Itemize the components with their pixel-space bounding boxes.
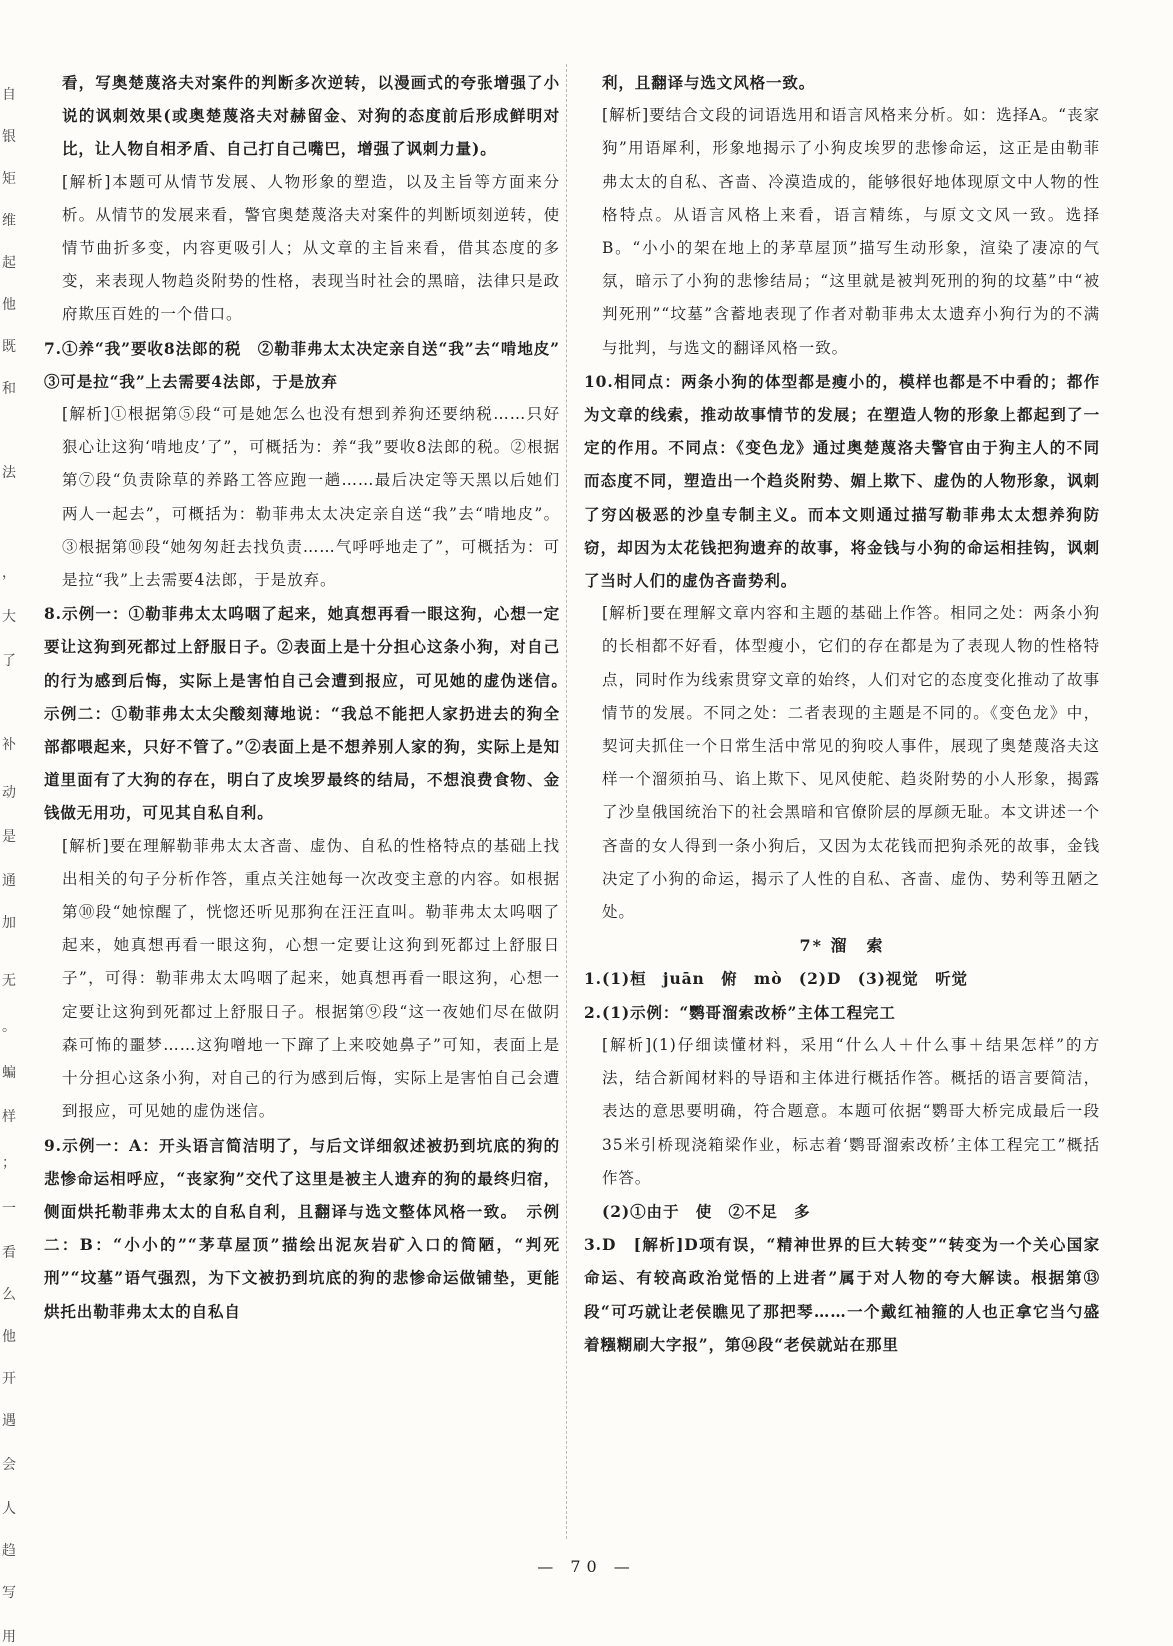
margin-fragment: 大 [2,609,16,625]
answer-paragraph: 3.D [解析]D项有误，“精神世界的巨大转变”“转变为一个关心国家命运、有较高政治觉悟的上进者”属于对人物的夸大解读。根据第⑬段“可巧就让老侯瞧见了那把琴……一个戴红袖箍的人也正拿它当勺盛着糨糊刷大字报”，第⑭段“老侯就站在那里 [584,1235,1100,1354]
answer-paragraph: [解析]要结合文段的词语选用和语言风格来分析。如：选择A。“丧家狗”用语犀利，形象地揭示了小狗皮埃罗的悲惨命运，这正是由勒菲弗太太的自私、吝啬、冷漠造成的，能够很好地体现原文中人物的性格特点。从语言风格上来看，语言精练，与原文文风一致。选择B。“小小的架在地上的茅草屋顶”描写生动形象，渲染了凄凉的气氛，暗示了小狗的悲惨结局；“这里就是被判死刑的狗的坟墓”中“被判死刑”“坟墓”含蓄地表现了作者对勒菲弗太太遗弃小狗行为的不满与批判，与选文的翻译风格一致。 [602,106,1100,357]
answer-paragraph: (2)①由于 使 ②不足 多 [602,1201,811,1221]
answer-paragraph: 8.示例一：①勒菲弗太太呜咽了起来，她真想再看一眼这狗，心想一定要让这狗到死都过上舒服日子。②表面上是十分担心这条小狗，对自己的行为感到后悔，实际上是害怕自己会遭到报应，可见她的虚伪迷信。 示例二：①勒菲弗太太尖酸刻薄地说：“我总不能把人家扔进去的狗全部都喂起来，只好不管了。”②表面上是不想养别人家的狗，实际上是知道里面有了大狗的存在，明白了皮埃罗最终的结局，不想浪费食物、金钱做无用功，可见其自私自利。 [44,604,577,823]
margin-fragment: 无 [2,973,16,989]
right-column [584,66,1100,1361]
left-column [44,66,577,1328]
margin-fragment: 他 [2,297,16,313]
margin-fragment: 补 [2,737,16,753]
column-divider [566,64,567,1539]
answer-paragraph: 1.(1)桓 juān 俯 mò (2)D (3)视觉 听觉 [584,969,968,989]
margin-fragment: 通 [2,873,16,889]
margin-fragment: 动 [2,785,16,801]
answer-paragraph: 看，写奥楚蔑洛夫对案件的判断多次逆转，以漫画式的夸张增强了小说的讽刺效果(或奥楚蔑洛夫对赫留金、对狗的态度前后形成鲜明对比，让人物自相矛盾、自己打自己嘴巴，增强了讽刺力量)。 [62,73,560,159]
margin-fragment: 加 [2,915,16,931]
margin-fragment: 矩 [2,171,16,187]
answer-paragraph: [解析]要在理解勒菲弗太太吝啬、虚伪、自私的性格特点的基础上找出相关的句子分析作答，重点关注她每一次改变主意的内容。如根据第⑩段“她惊醒了，恍惚还听见那狗在汪汪直叫。勒菲弗太太呜咽了起来，她真想再看一眼这狗，心想一定要让这狗到死都过上舒服日子”，可得：勒菲弗太太呜咽了起来，她真想再看一眼这狗，心想一定要让这狗到死都过上舒服日子。根据第⑨段“这一夜她们尽在做阴森可怖的噩梦……这狗噌地一下蹿了上来咬她鼻子”可知，表面上是十分担心这条小狗，对自己的行为感到后悔，实际上是害怕自己会遭到报应，可见她的虚伪迷信。 [62,836,560,1121]
margin-fragment: 人 [2,1501,16,1517]
margin-fragment: 银 [2,129,16,145]
margin-fragment: ； [2,1155,16,1171]
margin-fragment: 他 [2,1329,16,1345]
answer-paragraph: 7.①养“我”要收8法郎的税 ②勒菲弗太太决定亲自送“我”去“啃地皮” ③可是拉“我”上去需要4法郎，于是放弃 [44,338,577,391]
answer-paragraph: [解析]①根据第⑤段“可是她怎么也没有想到养狗还要纳税……只好狠心让这狗‘啃地皮’了”，可概括为：养“我”要收8法郎的税。②根据第⑦段“负责除草的养路工答应跑一趟……最后决定等天黑以后她们两人一起去”，可概括为：勒菲弗太太决定亲自送“我”去“啃地皮”。③根据第⑩段“她匆匆赶去找负责……气呼呼地走了”，可概括为：可是拉“我”上去需要4法郎，于是放弃。 [62,405,560,590]
margin-fragment: 维 [2,213,16,229]
margin-fragment: 起 [2,255,16,271]
margin-fragment: 一 [2,1201,16,1217]
margin-fragment: 了 [2,653,16,669]
margin-fragment: 写 [2,1585,16,1601]
margin-fragment: 蝙 [2,1065,16,1081]
answer-paragraph: 利，且翻译与选文风格一致。 [602,73,816,92]
margin-fragment: 是 [2,829,16,845]
answer-paragraph: [解析]本题可从情节发展、人物形象的塑造，以及主旨等方面来分析。从情节的发展来看，警官奥楚蔑洛夫对案件的判断顷刻逆转，使情节曲折多变，内容更吸引人；从文章的主旨来看，借其态度的多变，来表现人物趋炎附势的性格，表现当时社会的黑暗，法律只是政府欺压百姓的一个借口。 [62,172,560,324]
margin-fragment: 自 [2,87,16,103]
margin-fragment: 趋 [2,1543,16,1559]
margin-fragment: 看 [2,1245,16,1261]
margin-fragment: 样 [2,1109,16,1125]
margin-fragment: 么 [2,1287,16,1303]
margin-fragment: 。 [2,1019,16,1035]
margin-fragment: 法 [2,465,16,481]
section-title: 7* 溜 索 [799,936,885,956]
margin-fragment: 遇 [2,1413,16,1429]
answer-paragraph: 9.示例一：A：开头语言简洁明了，与后文详细叙述被扔到坑底的狗的悲惨命运相呼应，“丧家狗”交代了这里是被主人遗弃的狗的最终归宿，侧面烘托勒菲弗太太的自私自利，且翻译与选文整体风格一致。 示例二：B：“小小的”“茅草屋顶”描绘出泥灰岩矿入口的简陋，“判死刑”“坟墓”语气强烈，为下文被扔到坑底的狗的悲惨命运做铺垫，更能烘托出勒菲弗太太的自私自 [44,1135,560,1321]
margin-fragment: 和 [2,381,16,397]
answer-paragraph: [解析]要在理解文章内容和主题的基础上作答。相同之处：两条小狗的长相都不好看，体型瘦小，它们的存在都是为了表现人物的性格特点，同时作为线索贯穿文章的始终，人们对它的态度变化推动了故事情节的发展。不同之处：二者表现的主题是不同的。《变色龙》中，契诃夫抓住一个日常生活中常见的狗咬人事件，展现了奥楚蔑洛夫这样一个溜须拍马、谄上欺下、见风使舵、趋炎附势的小人形象，揭露了沙皇俄国统治下的社会黑暗和官僚阶层的厚颜无耻。本文讲述一个吝啬的女人得到一条小狗后，又因为太花钱而把狗杀死的故事，金钱决定了小狗的命运，揭示了人性的自私、吝啬、虚伪、势利等丑陋之处。 [602,604,1100,922]
margin-fragment: 会 [2,1457,16,1473]
answer-paragraph: 2.(1)示例：“鹦哥溜索改桥”主体工程完工 [584,1002,896,1022]
left-margin-fragments [0,70,18,1645]
margin-fragment: 用 [2,1629,16,1645]
answer-paragraph: 10.相同点：两条小狗的体型都是瘦小的，模样也都是不中看的；都作为文章的线索，推动故事情节的发展；在塑造人物的形象上都起到了一定的作用。不同点：《变色龙》通过奥楚蔑洛夫警官由于狗主人的不同而态度不同，塑造出一个趋炎附势、媚上欺下、虚伪的人物形象，讽刺了穷凶极恶的沙皇专制主义。而本文则通过描写勒菲弗太太想养狗防窃，却因为太花钱把狗遗弃的故事，将金钱与小狗的命运相挂钩，讽刺了当时人们的虚伪吝啬势利。 [584,371,1100,591]
margin-fragment: 既 [2,339,16,355]
margin-fragment: ， [2,565,16,581]
margin-fragment: 开 [2,1371,16,1387]
page-number: — 70 — [537,1557,636,1576]
answer-paragraph: [解析](1)仔细读懂材料，采用“什么人＋什么事＋结果怎样”的方法，结合新闻材料的导语和主体进行概括作答。概括的语言要简洁，表达的意思要明确，符合题意。本题可依据“鹦哥大桥完成最后一段35米引桥现浇箱梁作业，标志着‘鹦哥溜索改桥’主体工程完工”概括作答。 [602,1035,1100,1187]
